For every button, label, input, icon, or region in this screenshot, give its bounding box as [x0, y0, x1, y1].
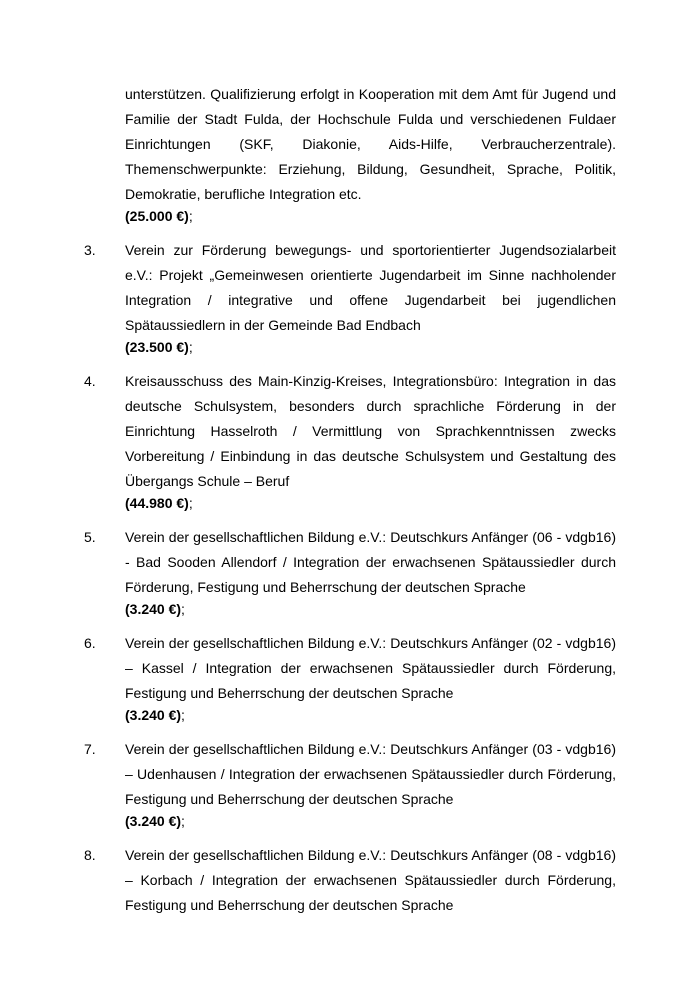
- item-5-number: 5.: [84, 529, 96, 545]
- item-3-amount-suffix: ;: [188, 339, 193, 355]
- item-6-amount-suffix: ;: [181, 707, 185, 723]
- item-8-number: 8.: [84, 847, 96, 863]
- item-5-amount-suffix: ;: [181, 601, 185, 617]
- item-3-line-4: Spätaussiedlern in der Gemeinde Bad Endbach: [125, 317, 421, 333]
- item-8-line-3: Festigung und Beherrschung der deutschen Sprache: [125, 897, 454, 913]
- item-5-line-1: Verein der gesellschaftlichen Bildung e.V.: Deutschkurs Anfänger (06 - vdgb16): [125, 529, 616, 545]
- item-6-line-2: – Kassel / Integration der erwachsenen Spätaussiedler durch Förderung,: [125, 660, 616, 676]
- continuation-line-1: unterstützen. Qualifizierung erfolgt in Kooperation mit dem Amt für Jugend und: [125, 86, 616, 102]
- item-7-line-1: Verein der gesellschaftlichen Bildung e.V.: Deutschkurs Anfänger (03 - vdgb16): [125, 741, 616, 757]
- continuation-line-2: Familie der Stadt Fulda, der Hochschule Fulda und verschiedenen Fuldaer: [125, 111, 616, 127]
- continuation-line-3: Einrichtungen (SKF, Diakonie, Aids-Hilfe, Verbraucherzentrale).: [125, 136, 616, 152]
- continuation-line-4: Themenschwerpunkte: Erziehung, Bildung, Gesundheit, Sprache, Politik,: [125, 161, 616, 177]
- item-6-amount-line: [125, 705, 616, 725]
- item-3-number: 3.: [84, 242, 96, 258]
- item-4-number: 4.: [84, 373, 96, 389]
- item-7-amount-line: [125, 811, 616, 831]
- item-5-amount-line: [125, 599, 616, 619]
- item-7-number: 7.: [84, 741, 96, 757]
- item-8-line-2: – Korbach / Integration der erwachsenen Spätaussiedler durch Förderung,: [125, 872, 616, 888]
- item-7-amount-suffix: ;: [181, 813, 185, 829]
- item-3-amount: (23.500 €): [125, 339, 189, 355]
- item-4-line-1: Kreisausschuss des Main-Kinzig-Kreises, Integrationsbüro: Integration in das: [125, 373, 616, 389]
- item-5-amount: (3.240 €): [125, 601, 182, 617]
- item-7-line-3: Festigung und Beherrschung der deutschen Sprache: [125, 791, 454, 807]
- continuation-amount: (25.000 €): [125, 208, 189, 224]
- item-3-amount-line: [125, 337, 616, 357]
- item-4-amount-line: [125, 493, 616, 513]
- item-4-line-2: deutsche Schulsystem, besonders durch sprachliche Förderung in der: [125, 398, 616, 414]
- item-6-amount: (3.240 €): [125, 707, 182, 723]
- item-7-amount: (3.240 €): [125, 813, 182, 829]
- item-6-line-1: Verein der gesellschaftlichen Bildung e.V.: Deutschkurs Anfänger (02 - vdgb16): [125, 635, 616, 651]
- item-4-line-3: Einrichtung Hasselroth / Vermittlung von Sprachkenntnissen zwecks: [125, 423, 616, 439]
- item-4-line-4: Vorbereitung / Einbindung in das deutsche Schulsystem und Gestaltung des: [125, 448, 616, 464]
- continuation-amount-suffix: ;: [188, 208, 193, 224]
- item-4-line-5: Übergangs Schule – Beruf: [125, 473, 290, 489]
- item-5-line-2: - Bad Sooden Allendorf / Integration der erwachsenen Spätaussiedler durch: [125, 554, 616, 570]
- item-6-number: 6.: [84, 635, 96, 651]
- item-5-line-3: Förderung, Festigung und Beherrschung der deutschen Sprache: [125, 579, 526, 595]
- item-6-line-3: Festigung und Beherrschung der deutschen Sprache: [125, 685, 454, 701]
- continuation-amount-line: [125, 206, 616, 226]
- item-8-line-1: Verein der gesellschaftlichen Bildung e.V.: Deutschkurs Anfänger (08 - vdgb16): [125, 847, 616, 863]
- item-3-line-3: Integration / integrative und offene Jugendarbeit bei jugendlichen: [125, 292, 616, 308]
- item-7-line-2: – Udenhausen / Integration der erwachsenen Spätaussiedler durch Förderung,: [125, 766, 616, 782]
- item-4-amount-suffix: ;: [188, 495, 193, 511]
- item-3-line-2: e.V.: Projekt „Gemeinwesen orientierte Jugendarbeit im Sinne nachholender: [125, 267, 616, 283]
- item-4-amount: (44.980 €): [125, 495, 189, 511]
- item-3-line-1: Verein zur Förderung bewegungs- und sportorientierter Jugendsozialarbeit: [125, 242, 616, 258]
- continuation-line-5: Demokratie, berufliche Integration etc.: [125, 186, 362, 202]
